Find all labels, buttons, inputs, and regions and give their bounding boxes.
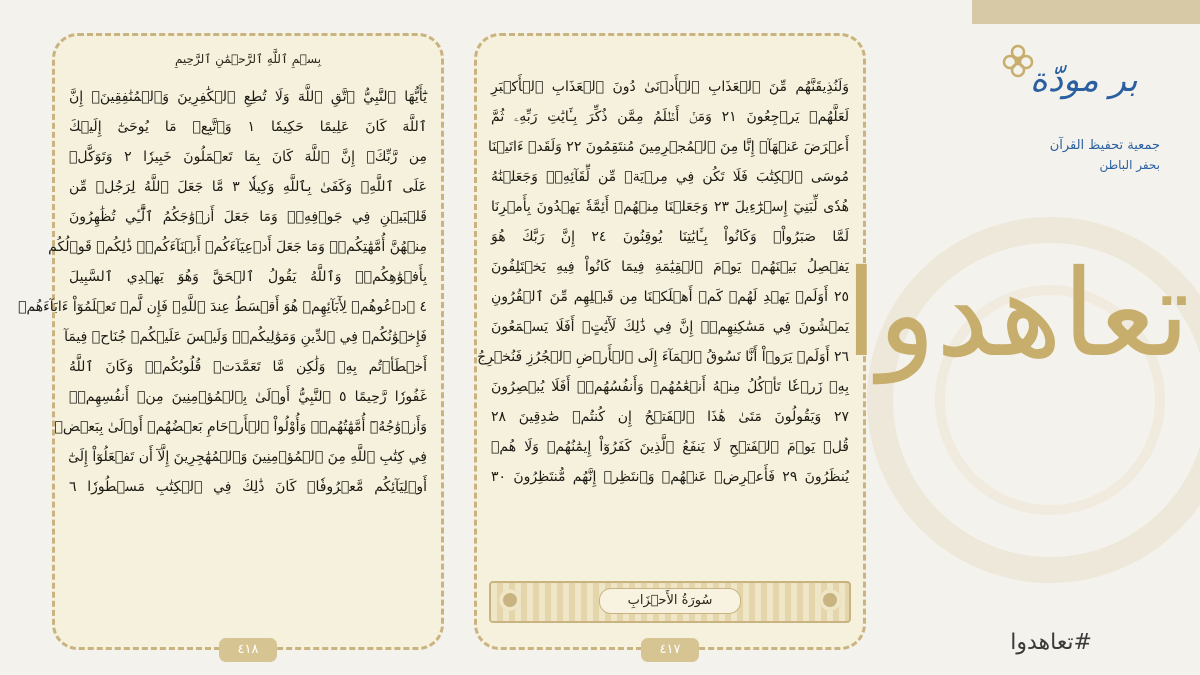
verse-line: قَلۡبَيۡنِ فِي جَوۡفِهِۦۚ وَمَا جَعَلَ أَزۡوَٰجَكُمُ ٱلَّٰٓـِٔي تُظَٰهِرُونَ xyxy=(69,209,427,225)
verse-line: غَفُورٗا رَّحِيمًا ٥ ٱلنَّبِيُّ أَوۡلَىٰ بِٱلۡمُؤۡمِنِينَ مِنۡ أَنفُسِهِمۡۖ xyxy=(69,389,428,405)
verse-line: ٱللَّهَ كَانَ عَلِيمًا حَكِيمٗا ١ وَٱتَّبِعۡ مَا يُوحَىٰٓ إِلَيۡكَ xyxy=(69,119,427,135)
top-accent-bar xyxy=(972,0,1200,24)
verse-line: بِأَفۡوَٰهِكُمۡۖ وَٱللَّهُ يَقُولُ ٱلۡحَقَّ وَهُوَ يَهۡدِي ٱلسَّبِيلَ xyxy=(69,269,427,285)
verse-line: مِن رَّبِّكَۚ إِنَّ ٱللَّهَ كَانَ بِمَا تَعۡمَلُونَ خَبِيرٗا ٢ وَتَوَكَّلۡ xyxy=(69,149,428,165)
page-number: ٤١٧ xyxy=(641,638,699,662)
page-text xyxy=(477,72,849,492)
verse-line: وَأَزۡوَٰجُهُۥٓ أُمَّهَٰتُهُمۡۗ وَأُوْلُواْ ٱلۡأَرۡحَامِ بَعۡضُهُمۡ أَوۡلَىٰ بِبَعۡضٖ xyxy=(54,419,427,435)
ornament-icon xyxy=(499,589,521,611)
basmala: بِسۡمِ ٱللَّهِ ٱلرَّحۡمَٰنِ ٱلرَّحِيمِ xyxy=(174,52,322,66)
verse-line: يَفۡصِلُ بَيۡنَهُمۡ يَوۡمَ ٱلۡقِيَٰمَةِ فِيمَا كَانُواْ فِيهِ يَخۡتَلِفُونَ xyxy=(491,259,849,275)
page-number: ٤١٨ xyxy=(219,638,277,662)
org-logo-wordmark: بر مودّة xyxy=(1030,60,1138,100)
calligraphy-title: تعاهدوا xyxy=(844,245,1190,384)
verse-line: ٢٧ وَيَقُولُونَ مَتَىٰ هَٰذَا ٱلۡفَتۡحُ إِن كُنتُمۡ صَٰدِقِينَ ٢٨ xyxy=(491,409,849,425)
verse-line: يَمۡشُونَ فِي مَسَٰكِنِهِمۡۚ إِنَّ فِي ذَٰلِكَ لَأٓيَٰتٍۚ أَفَلَا يَسۡمَعُونَ xyxy=(491,319,849,335)
verse-line: يَٰٓأَيُّهَا ٱلنَّبِيُّ ٱتَّقِ ٱللَّهَ وَلَا تُطِعِ ٱلۡكَٰفِرِينَ وَٱلۡمُنَٰفِقِينَۚ إِنَّ xyxy=(69,89,427,105)
mushaf-page-417 xyxy=(474,33,866,657)
verse-line: هُدٗى لِّبَنِيٓ إِسۡرَٰٓءِيلَ ٢٣ وَجَعَلۡنَا مِنۡهُمۡ أَئِمَّةٗ يَهۡدُونَ بِأَمۡرِنَا xyxy=(491,199,849,215)
verse-line: أَخۡطَأۡتُم بِهِۦ وَلَٰكِن مَّا تَعَمَّدَتۡ قُلُوبُكُمۡۚ وَكَانَ ٱللَّهُ xyxy=(69,359,427,375)
verse-line: فَإِخۡوَٰنُكُمۡ فِي ٱلدِّينِ وَمَوَٰلِيكُمۡۚ وَلَيۡسَ عَلَيۡكُمۡ جُنَاحٞ فِيمَآ xyxy=(64,329,427,345)
page-text xyxy=(18,82,428,502)
ornament-icon xyxy=(819,589,841,611)
hashtag: #تعاهدوا xyxy=(1010,630,1092,655)
mushaf-page-418 xyxy=(18,33,444,657)
surah-header-banner xyxy=(489,581,851,623)
verse-line: لَعَلَّهُمۡ يَرۡجِعُونَ ٢١ وَمَنۡ أَظۡلَمُ مِمَّن ذُكِّرَ بِـَٔايَٰتِ رَبِّهِۦ ثُمَّ xyxy=(491,109,849,125)
verse-line: ٢٦ أَوَلَمۡ يَرَوۡاْ أَنَّا نَسُوقُ ٱلۡمَآءَ إِلَى ٱلۡأَرۡضِ ٱلۡجُرُزِ فَنُخۡرِجُ xyxy=(477,349,849,365)
verse-line: ٢٥ أَوَلَمۡ يَهۡدِ لَهُمۡ كَمۡ أَهۡلَكۡنَا مِن قَبۡلِهِم مِّنَ ٱلۡقُرُونِ xyxy=(491,289,849,305)
verse-line: بِهِۦ زَرۡعٗا تَأۡكُلُ مِنۡهُ أَنۡعَٰمُهُمۡ وَأَنفُسُهُمۡۚ أَفَلَا يُبۡصِرُونَ xyxy=(491,379,849,395)
org-name-line1: جمعية تحفيظ القرآن xyxy=(1049,138,1160,153)
verse-line: يُنظَرُونَ ٢٩ فَأَعۡرِضۡ عَنۡهُمۡ وَٱنتَظِرۡ إِنَّهُم مُّنتَظِرُونَ ٣٠ xyxy=(491,469,849,485)
verse-line: مِنۡهُنَّ أُمَّهَٰتِكُمۡۚ وَمَا جَعَلَ أَدۡعِيَآءَكُمۡ أَبۡنَآءَكُمۡۚ ذَٰلِكُمۡ قَوۡلُكُم xyxy=(48,239,427,255)
verse-line: لَمَّا صَبَرُواْۖ وَكَانُواْ بِـَٔايَٰتِنَا يُوقِنُونَ ٢٤ إِنَّ رَبَّكَ هُوَ xyxy=(491,229,849,245)
verse-line: أَعۡرَضَ عَنۡهَآۚ إِنَّا مِنَ ٱلۡمُجۡرِمِينَ مُنتَقِمُونَ ٢٢ وَلَقَدۡ ءَاتَيۡنَا xyxy=(488,139,849,155)
verse-line: أَوۡلِيَآئِكُم مَّعۡرُوفٗاۚ كَانَ ذَٰلِكَ فِي ٱلۡكِتَٰبِ مَسۡطُورٗا ٦ xyxy=(69,479,427,495)
surah-name: سُورَةُ الأَحۡزَابِ xyxy=(599,588,741,614)
verse-line: ٤ ٱدۡعُوهُمۡ لِأٓبَآئِهِمۡ هُوَ أَقۡسَطُ عِندَ ٱللَّهِۚ فَإِن لَّمۡ تَعۡلَمُوٓاْ ءَابَآءَهُمۡ xyxy=(18,299,427,315)
verse-line: قُلۡ يَوۡمَ ٱلۡفَتۡحِ لَا يَنفَعُ ٱلَّذِينَ كَفَرُوٓاْ إِيمَٰنُهُمۡ وَلَا هُمۡ xyxy=(491,439,849,455)
verse-line: فِي كِتَٰبِ ٱللَّهِ مِنَ ٱلۡمُؤۡمِنِينَ وَٱلۡمُهَٰجِرِينَ إِلَّآ أَن تَفۡعَلُوٓاْ إِلَىٰٓ xyxy=(68,449,427,465)
verse-line: مُوسَى ٱلۡكِتَٰبَ فَلَا تَكُن فِي مِرۡيَةٖ مِّن لِّقَآئِهِۦۖ وَجَعَلۡنَٰهُ xyxy=(491,169,849,185)
verse-line: وَلَنُذِيقَنَّهُم مِّنَ ٱلۡعَذَابِ ٱلۡأَدۡنَىٰ دُونَ ٱلۡعَذَابِ ٱلۡأَكۡبَرِ xyxy=(491,79,849,95)
verse-line: عَلَى ٱللَّهِۚ وَكَفَىٰ بِٱللَّهِ وَكِيلٗا ٣ مَّا جَعَلَ ٱللَّهُ لِرَجُلٖ مِّن xyxy=(69,179,427,195)
org-name-line2: بحفر الباطن xyxy=(1099,158,1160,172)
